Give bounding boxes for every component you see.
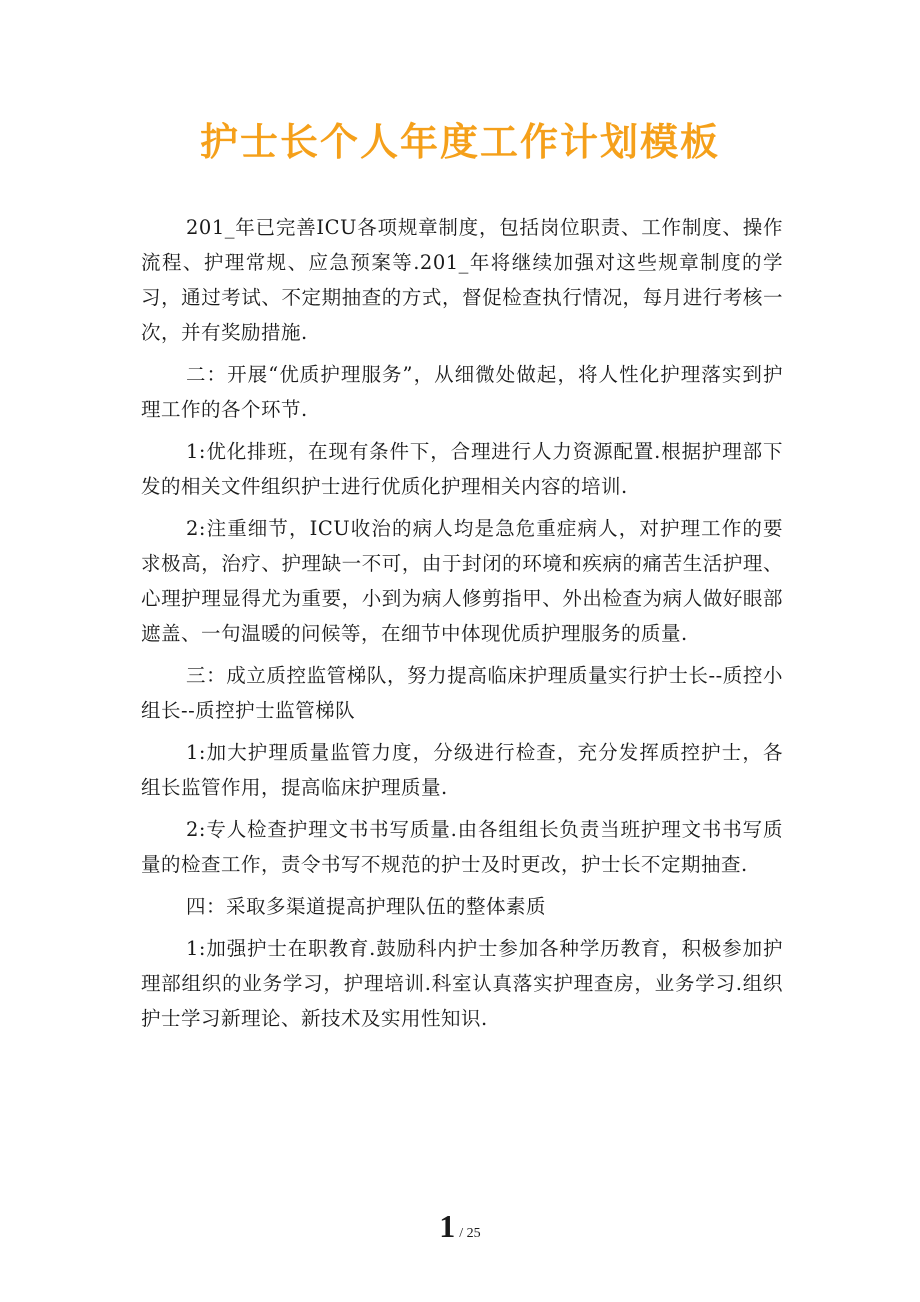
paragraph: 1:加强护士在职教育.鼓励科内护士参加各种学历教育，积极参加护理部组织的业务学习，护理培训.科室认真落实护理查房，业务学习.组织护士学习新理论、新技术及实用性知识. [141, 937, 783, 1030]
paragraph: 四：采取多渠道提高护理队伍的整体素质 [186, 895, 547, 918]
paragraph: 1:优化排班，在现有条件下，合理进行人力资源配置.根据护理部下发的相关文件组织护士进行优质化护理相关内容的培训. [141, 440, 783, 498]
paragraph: 2:专人检查护理文书书写质量.由各组组长负责当班护理文书书写质量的检查工作，责令书写不规范的护士及时更改，护士长不定期抽查. [141, 818, 783, 876]
document-body [141, 210, 783, 1043]
paragraph: 二：开展“优质护理服务”，从细微处做起，将人性化护理落实到护理工作的各个环节. [141, 363, 783, 421]
paragraph: 三：成立质控监管梯队，努力提高临床护理质量实行护士长--质控小组长--质控护士监管梯队 [141, 664, 783, 722]
page-total: / 25 [459, 1226, 481, 1241]
page-footer [0, 1208, 920, 1245]
page-number: 1 [439, 1208, 456, 1244]
paragraph: 1:加大护理质量监管力度，分级进行检查，充分发挥质控护士，各组长监管作用，提高临床护理质量. [141, 741, 783, 799]
paragraph: 2:注重细节，ICU收治的病人均是急危重症病人，对护理工作的要求极高，治疗、护理缺一不可，由于封闭的环境和疾病的痛苦生活护理、心理护理显得尤为重要，小到为病人修剪指甲、外出检查为病人做好眼部遮盖、一句温暖的问候等，在细节中体现优质护理服务的质量. [141, 517, 783, 645]
document-title: 护士长个人年度工作计划模板 [199, 120, 720, 164]
paragraph: 201_年已完善ICU各项规章制度，包括岗位职责、工作制度、操作流程、护理常规、应急预案等.201_年将继续加强对这些规章制度的学习，通过考试、不定期抽查的方式，督促检查执行情况，每月进行考核一次，并有奖励措施. [141, 216, 783, 344]
